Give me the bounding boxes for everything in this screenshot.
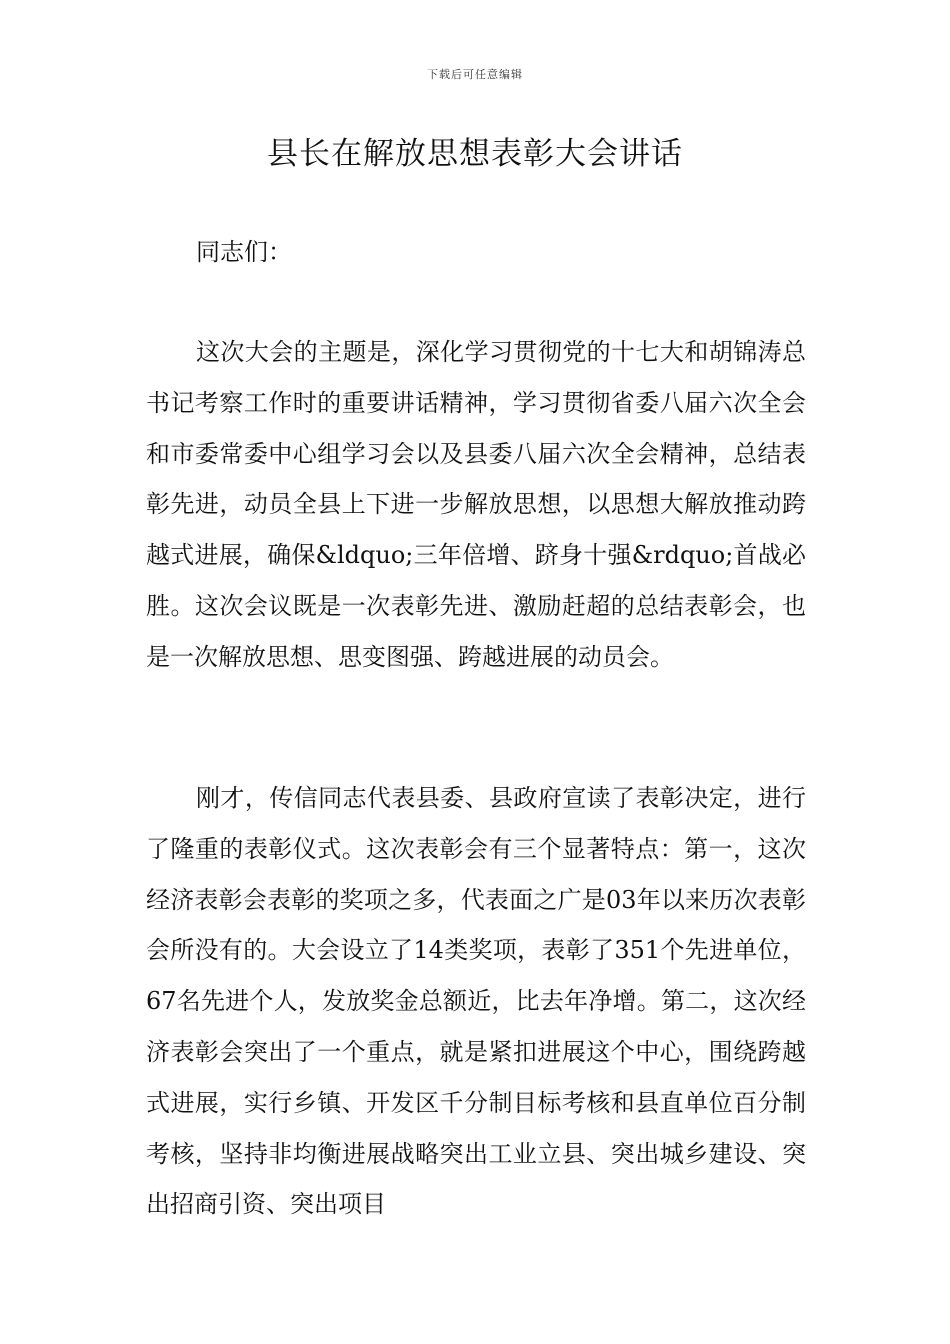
document-title: 县长在解放思想表彰大会讲话 [267,136,683,172]
header-note: 下载后可任意编辑 [427,68,523,81]
body-paragraph-1: 这次大会的主题是，深化学习贯彻党的十七大和胡锦涛总书记考察工作时的重要讲话精神，学习贯彻省委八届六次全会和市委常委中心组学习会以及县委八届六次全会精神，总结表彰先进，动员全县上下进一步解放思想，以思想大解放推动跨越式进展，确保&ldquo;三年倍增、跻身十强&rdquo;首战必胜。这次会议既是一次表彰先进、激励赶超的总结表彰会，也是一次解放思想、思变图强、跨越进展的动员会。 [146,338,806,671]
body-paragraph-2: 刚才，传信同志代表县委、县政府宣读了表彰决定，进行了隆重的表彰仪式。这次表彰会有三个显著特点：第一，这次经济表彰会表彰的奖项之多，代表面之广是03年以来历次表彰会所没有的。大会设立了14类奖项，表彰了351个先进单位，67名先进个人，发放奖金总额近，比去年净增。第二，这次经济表彰会突出了一个重点，就是紧扣进展这个中心，围绕跨越式进展，实行乡镇、开发区千分制目标考核和县直单位百分制考核，坚持非均衡进展战略突出工业立县、突出城乡建设、突出招商引资、突出项目 [146,784,806,1219]
salutation: 同志们： [196,238,292,266]
